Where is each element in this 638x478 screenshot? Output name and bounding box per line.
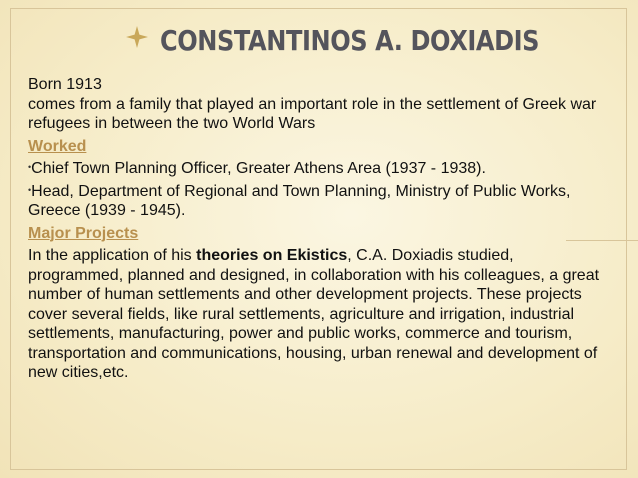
worked-item-text: Head, Department of Regional and Town Planning, Ministry of Public Works, Greece (1939 - 1945). bbox=[28, 182, 571, 220]
slide-title: CONSTANTINOS A. DOXIADIS bbox=[160, 24, 540, 57]
bullet-dot-icon: • bbox=[28, 184, 32, 195]
worked-item bbox=[28, 182, 613, 221]
projects-intro: In the application of his bbox=[28, 247, 197, 265]
worked-item-text: Chief Town Planning Officer, Greater Athens Area (1937 - 1938). bbox=[31, 160, 486, 177]
worked-item bbox=[28, 159, 613, 179]
bullet-dot-icon: • bbox=[28, 162, 32, 173]
born-text: Born 1913 bbox=[28, 76, 102, 93]
family-text: comes from a family that played an important role in the settlement of Greek war refugees in between the two World Wars bbox=[28, 95, 597, 132]
projects-heading: Major Projects bbox=[28, 224, 139, 242]
worked-heading: Worked bbox=[28, 137, 87, 155]
star-bullet-icon bbox=[125, 25, 149, 49]
projects-text bbox=[28, 246, 613, 383]
projects-rest: , C.A. Doxiadis studied, programmed, planned and designed, in collaboration with his colleagues, a great number of human settlements and other development projects. These projects cover several fields, like rural settlements, agriculture and irrigation, industrial settlements, manufacturing, power and public works, commerce and tourism, transportation and communications, housing, urban renewal and development of new cities,etc. bbox=[28, 247, 600, 382]
slide-body bbox=[28, 75, 613, 383]
ekistics-emphasis: theories on Ekistics bbox=[196, 247, 348, 265]
